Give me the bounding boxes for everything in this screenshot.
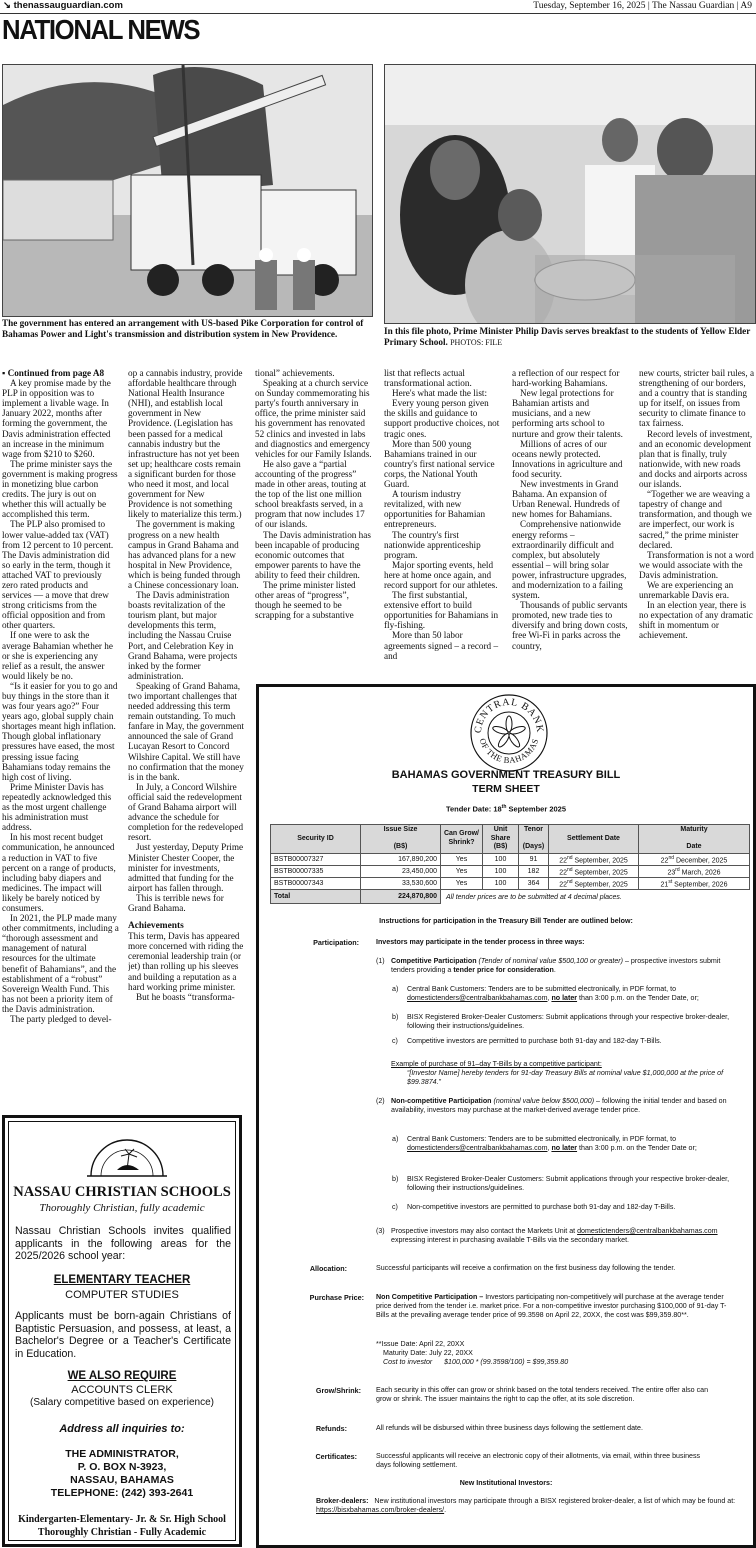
paragraph: The Davis administration has been incapable of producing economic outcomes that empower parents to have the ability to feed their children. — [255, 529, 371, 580]
settle-sup: nd — [566, 854, 573, 861]
p1-title: Competitive Participation — [391, 957, 477, 965]
paragraph: This term, Davis has appeared more concerned with riding the ceremonial leadership train (or jet) than rolling up his sleeves and building a reputation as a hard working prime minister. — [128, 931, 244, 992]
paragraph: If one were to ask the average Bahamian whether he or she is experiencing any relief as a result, the answer would likely be no. — [2, 630, 113, 681]
no-later: no later — [551, 1144, 578, 1152]
total-label: Total — [271, 890, 361, 904]
paragraph: New investments in Grand Bahama. An expansion of Urban Renewal. Hundreds of new homes for Bahamians. — [512, 479, 620, 520]
p3-text — [391, 1227, 736, 1245]
paragraph: The party pledged to devel- — [10, 1014, 112, 1024]
cell-grow: Yes — [441, 865, 483, 877]
central-bank-seal — [469, 693, 549, 773]
photo-credit: PHOTOS: FILE — [450, 337, 503, 347]
mat-day: 21 — [660, 881, 669, 889]
table-row — [271, 878, 750, 890]
instructions-heading: Instructions for participation in the Treasury Bill Tender are outlined below: — [379, 917, 633, 925]
cell-tenor: 182 — [519, 865, 549, 877]
certificates-label: Certificates: — [315, 1452, 357, 1461]
p2-text — [391, 1097, 736, 1115]
p1b-text: BISX Registered Broker-Dealer Customers: Submit applications through your respective broker-dealer, following their instructions/guidelines. — [407, 1013, 730, 1030]
article-col-3 — [255, 368, 372, 683]
paragraph: Prime Minister Davis has repeatedly acknowledged this as the most urgent challenge his administration must address. — [2, 781, 112, 833]
p1b-letter: b) — [392, 1013, 399, 1021]
role2-note: (Salary competitive based on experience) — [30, 1397, 214, 1408]
paragraph: He also gave a “partial accounting of the progress” made in other areas, touting at the top of the list one million school breakfasts served, in a program that now includes 17 of our islands. — [255, 458, 367, 530]
paragraph: Every young person given the skills and guidance to support productive choices, not tragic ones. — [384, 398, 500, 439]
paragraph: The country's first nationwide apprenticeship program. — [384, 529, 481, 560]
email-link[interactable]: domestictenders@centralbankbahamas.com — [577, 1227, 718, 1235]
issue-date: **Issue Date: April 22, 20XX — [376, 1340, 465, 1348]
paragraph: “Together we are weaving a tapestry of change and transformation, and though we are imperfect, our work is sacred,” the prime minister declared. — [639, 489, 752, 550]
paragraph: The government is making progress on a new health campus in Grand Bahama and has advanced plans for a new hospital in New Providence, which is being funded through a Chinese concessionary loan. — [128, 519, 241, 590]
requirements: Applicants must be born-again Christians of Baptistic Persuasion, and possess, at least, a Bachelor's Degree or a Teacher's Certificate in Education. — [15, 1310, 231, 1360]
mat-rest: December, 2025 — [674, 856, 728, 864]
tender-date-sup: th — [501, 804, 507, 810]
svg-text:OF THE BAHAMAS — [478, 737, 541, 765]
cell-id: BSTB00007343 — [271, 878, 361, 890]
broker-text: Broker-dealers: New institutional investors may participate through a BISX registered broker-dealer, a list of which may be found at: https://bisxbahamas.com/broker-dealers/. — [316, 1497, 736, 1514]
cell-settlement — [549, 878, 639, 890]
p2-title: Non-competitive Participation — [391, 1097, 492, 1105]
cell-settlement — [549, 865, 639, 877]
header-sub: (Days) — [522, 843, 545, 850]
school-intro: Nassau Christian Schools invites qualified applicants in the following areas for the 2025/2026 school year: — [15, 1225, 231, 1262]
col-header — [361, 825, 441, 854]
school-tagline: Thoroughly Christian, fully academic — [39, 1202, 205, 1214]
email-link[interactable]: domestictenders@centralbankbahamas.com — [407, 994, 548, 1002]
purchase-bold: Non Competitive Participation – — [376, 1293, 484, 1301]
ad-footer-2: Thoroughly Christian - Fully Academic — [37, 1527, 207, 1538]
p2a-text: Central Bank Customers: Tenders are to be submitted electronically, in PDF format, to domestictenders@centralbankbahamas.com, no later than 3:00 p.m. on the Tender Date or; — [407, 1135, 697, 1152]
paragraph: new courts, stricter bail rules, a strengthening of our borders, and a country that is standing up for itself, on issues from security to climate finance to tax fairness. — [639, 368, 755, 429]
paragraph: The prime minister listed other areas of “progress”, though he seemed to be scrapping for a substantive — [255, 579, 356, 621]
cell-unit: 100 — [483, 878, 519, 890]
p1-num: (1) — [376, 957, 385, 965]
role1-sub: COMPUTER STUDIES — [65, 1289, 179, 1301]
paragraph: “Is it easier for you to go and buy things in the store than it was four years ago?” Four years ago, global supply chain shortages meant high inflation. Though global inflationary pressures have eased, the most pressing issue facing Bahamians today remains the high cost of living. — [2, 680, 118, 782]
subheading-achievements: Achievements — [128, 921, 184, 932]
table-header-row — [271, 825, 750, 854]
paragraph: Speaking of Grand Bahama, two important challenges that needed addressing this term remain outstanding. To much fanfare in May, the government announced the sale of Grand Lucayan Resort to Concord Wilshire Capital. We still have no confirmation that the money is in the bank. — [128, 680, 244, 782]
ad-footer-1: Kindergarten-Elementary- Jr. & Sr. High School — [18, 1514, 226, 1525]
treasury-title: BAHAMAS GOVERNMENT TREASURY BILL — [391, 769, 621, 781]
cell-unit: 100 — [483, 853, 519, 865]
total-note: All tender prices are to be submitted at 4 decimal places. — [446, 893, 622, 901]
telephone: TELEPHONE: (242) 393-2641 — [50, 1487, 194, 1499]
tender-date-label: Tender Date: 18 — [445, 804, 502, 814]
school-name: NASSAU CHRISTIAN SCHOOLS — [13, 1184, 231, 1200]
col-header — [483, 825, 519, 854]
cell-tenor: 91 — [519, 853, 549, 865]
grow-text: Each security in this offer can grow or shrink based on the total tenders received. The entire offer also can grow or shrink. The issuer maintains the right to cap the offer, at its sole discretion. — [376, 1386, 709, 1403]
paragraph: A tourism industry revitalized, with new opportunities for Bahamian entrepreneurs. — [384, 489, 486, 530]
cell-id: BSTB00007327 — [271, 853, 361, 865]
p2b-letter: b) — [392, 1175, 399, 1183]
allocation-text: Successful participants will receive a confirmation on the first business day following the tender. — [376, 1264, 676, 1272]
cell-tenor: 364 — [519, 878, 549, 890]
paragraph: In an election year, there is no expectation of any dramatic shift in momentum or achievement. — [639, 600, 753, 641]
p2a-pre: Central Bank Customers: Tenders are to be submitted electronically, in PDF format, to — [407, 1135, 677, 1143]
cell-grow: Yes — [441, 878, 483, 890]
cell-unit: 100 — [483, 865, 519, 877]
top-bar — [0, 0, 756, 14]
settle-rest: September, 2025 — [572, 881, 628, 889]
settle-rest: September, 2025 — [572, 856, 628, 864]
site-link[interactable]: thenassauguardian.com — [13, 0, 123, 11]
photo-school-breakfast — [384, 64, 756, 324]
article-col-1 — [2, 368, 119, 1098]
address-heading: Address all inquiries to: — [59, 1423, 185, 1435]
school-ad — [2, 1115, 242, 1547]
broker-label: Broker-dealers: — [316, 1497, 369, 1505]
paragraph: A key promise made by the PLP in opposition was to implement a livable wage. In January 2022, months after forming the government, the Davis administration effected an increase in the minimum wage from $210 to $260. — [2, 378, 111, 459]
paragraph: Millions of acres of our oceans newly protected. Innovations in agriculture and food security. — [512, 438, 623, 479]
dateline: Tuesday, September 16, 2025 | The Nassau Guardian | A9 — [533, 1, 752, 11]
p2b-text: BISX Registered Broker-Dealer Customers: Submit applications through your respective broker-dealer, following their instructions/guidelines. — [407, 1175, 730, 1192]
settle-day: 22 — [559, 881, 567, 889]
cell-maturity — [639, 853, 750, 865]
header-text: Can Grow/ Shrink? — [443, 830, 479, 846]
mat-day: 22 — [660, 856, 669, 864]
photo1-caption: The government has entered an arrangement with US-based Pike Corporation for control of Bahamas Power and Light's transmission and distribution system in New Providence. — [2, 318, 364, 339]
photo2-caption-text: In this file photo, Prime Minister Philip Davis serves breakfast to the students of Yellow Elder Primary School. — [384, 326, 751, 347]
col-header — [519, 825, 549, 854]
paragraph: Just yesterday, Deputy Prime Minister Chester Cooper, the minister for investments, admitted that funding for the airport has fallen through. — [128, 842, 244, 893]
paragraph: Thousands of public servants promoted, new trade ties to diversify and bring down costs, free Wi-Fi in parks across the country, — [512, 600, 628, 651]
mat-sup: nd — [668, 854, 675, 861]
mat-sup: st — [668, 879, 673, 886]
settle-sup: nd — [566, 879, 573, 886]
table-row — [271, 853, 750, 865]
p2a-letter: a) — [392, 1135, 399, 1143]
header-sub: Date — [686, 843, 702, 850]
continued-from[interactable]: ▪ Continued from page A8 — [2, 368, 105, 378]
article-col-4 — [384, 368, 501, 683]
cell-size: 33,530,600 — [361, 878, 441, 890]
site-url[interactable]: ↘ thenassauguardian.com — [3, 0, 123, 11]
participation-intro: Investors may participate in the tender process in three ways: — [376, 938, 585, 946]
header-text: Issue Size — [383, 826, 418, 833]
p1a-pre: Central Bank Customers: Tenders are to be submitted electronically, in PDF format, to — [407, 985, 677, 993]
paragraph: Comprehensive nationwide energy reforms – extraordinarily difficult and complex, but absolutely essential – will bring solar power, infrastructure upgrades, and modernization to a failing system. — [512, 519, 627, 601]
p3-num: (3) — [376, 1227, 385, 1235]
paragraph: We are experiencing an unremarkable Davis era. — [639, 579, 734, 601]
seal-bottom-text: OF THE BAHAMAS — [477, 736, 541, 766]
p1-rest: – prospective investors submit tenders providing a — [391, 957, 721, 974]
p2-rest: – following the initial tender and based on availability, investors may purchase at the market-derived average tender price. — [391, 1097, 727, 1114]
paragraph: More than 50 labor agreements signed – a record – and — [384, 630, 499, 661]
table-row — [271, 865, 750, 877]
cell-settlement — [549, 853, 639, 865]
paragraph: list that reflects actual transformational action. — [384, 368, 472, 389]
purchase-label: Purchase Price: — [309, 1293, 364, 1302]
paragraph: This is terrible news for Grand Bahama. — [128, 892, 224, 913]
certificates-text: Successful applicants will receive an electronic copy of their allotments, via email, within three business days following settlement. — [376, 1452, 701, 1469]
p2c-letter: c) — [392, 1203, 398, 1211]
header-sub: (B$) — [393, 843, 408, 850]
photo2-caption — [384, 326, 756, 348]
cell-size: 167,890,200 — [361, 853, 441, 865]
paragraph: Major sporting events, held here at home once again, and record support for our athletes. — [384, 559, 498, 590]
p1-text: Competitive Participation (Tender of nominal value $500,100 or greater) – prospective investors submit tenders providing a tender price for consideration. — [391, 957, 721, 974]
settle-day: 22 — [559, 856, 567, 864]
refunds-label: Refunds: — [315, 1424, 347, 1433]
cost-line: Cost to investor $100,000 * (99.3598/100) = $99,359.80 — [383, 1358, 569, 1366]
broker-body: New institutional investors may participate through a BISX registered broker-dealer, a list of which may be found at: — [374, 1497, 736, 1505]
paragraph: In his most recent budget communication, he announced a reduction in VAT to five percent on a range of products, including baby diapers and medicines. The impact will likely be barely noticed by consumers. — [2, 832, 116, 913]
continued-link[interactable]: Continued from page A8 — [7, 368, 105, 378]
col-header — [441, 825, 483, 854]
p1a-letter: a) — [392, 985, 399, 993]
address-line-1: THE ADMINISTRATOR, — [65, 1448, 179, 1460]
photo-utility-truck — [2, 64, 373, 317]
maturity-date: Maturity Date: July 22, 20XX — [383, 1349, 473, 1357]
tender-date-rest: September 2025 — [506, 804, 567, 814]
new-institutional: New Institutional Investors: — [459, 1479, 553, 1487]
role2: ACCOUNTS CLERK — [71, 1384, 173, 1396]
p1c-text: Competitive investors are permitted to purchase both 91-day and 182-day T-Bills. — [407, 1037, 662, 1045]
cell-size: 23,450,000 — [361, 865, 441, 877]
col-header — [271, 825, 361, 854]
paragraph: a reflection of our respect for hard-working Bahamians. — [512, 368, 620, 389]
settle-day: 22 — [559, 869, 567, 877]
p3-pre: Prospective investors may also contact the Markets Unit at — [391, 1227, 578, 1235]
settle-sup: nd — [566, 866, 573, 873]
school-ad-inner — [8, 1121, 236, 1541]
cell-maturity — [639, 865, 750, 877]
paragraph: The prime minister says the government is making progress in monetizing blue carbon credits. The jury is out on whether this will actually be accomplished this term. — [2, 458, 118, 520]
article-col-6 — [639, 368, 756, 683]
article-col-2 — [128, 368, 245, 1098]
paragraph: Speaking at a church service on Sunday commemorating his party's fourth anniversary in office, the prime minister said his government has renovated 52 clinics and invested in labs and diagnostics and emergency vehicles for our Family Islands. — [255, 378, 372, 459]
paragraph: tional” achievements. — [255, 368, 335, 378]
p1-italic: (Tender of nominal value $500,100 or greater) — [478, 957, 623, 965]
col-header — [639, 825, 750, 854]
also-require: WE ALSO REQUIRE — [67, 1370, 177, 1382]
email-link[interactable]: domestictenders@centralbankbahamas.com — [407, 1144, 548, 1152]
p2-num: (2) — [376, 1097, 385, 1105]
participation-label: Participation: — [313, 938, 359, 947]
header-sub: (B$) — [493, 843, 508, 850]
mat-rest: September, 2026 — [672, 881, 728, 889]
p1-bold: tender price for consideration — [453, 966, 554, 974]
cell-maturity — [639, 878, 750, 890]
total-row — [271, 890, 750, 904]
address-line-3: NASSAU, BAHAMAS — [70, 1474, 174, 1486]
paragraph: op a cannabis industry, provide affordable healthcare through National Health Insurance (NHI), and establish local government in New Providence. (Legislation has been passed for a medical cannabis industry but the infrastructure has not yet been set up; healthcare costs remain a significant burden for those who need it most, and local government for New Providence is not something likely to materialize this term.) — [128, 368, 243, 520]
p1a-text: Central Bank Customers: Tenders are to be submitted electronically, in PDF format, to domestictenders@centralbankbahamas.com, no later than 3:00 p.m. on the Tender Date, or; — [407, 985, 699, 1002]
paragraph: In July, a Concord Wilshire official said the redevelopment of Grand Bahama airport will advance the schedule for completion for the redeveloped resort. — [128, 781, 244, 843]
cell-id: BSTB00007335 — [271, 865, 361, 877]
role1: ELEMENTARY TEACHER — [53, 1274, 191, 1286]
example-heading: Example of purchase of 91–day T-Bills by a competitive participant: — [391, 1060, 602, 1068]
grow-label: Grow/Shrink: — [315, 1386, 361, 1395]
svg-text:CENTRAL BANK — [473, 697, 545, 734]
no-later: no later — [551, 994, 578, 1002]
purchase-text — [376, 1293, 736, 1320]
header-text: Tenor — [524, 826, 543, 833]
p1c-letter: c) — [392, 1037, 398, 1045]
treasury-table — [270, 824, 750, 904]
paragraph: Record levels of investment, and an economic development plan that is finally, truly nationwide, with new roads and docks and airports across our islands. — [639, 428, 753, 490]
mat-rest: March, 2026 — [679, 869, 721, 877]
header-text: Settlement Date — [567, 834, 620, 842]
paragraph: In 2021, the PLP made many other commitments, including a “thorough assessment and management of natural resources for the ultimate benefit of Bahamians”, and the establishment of a “robust” Sovereign Wealth Fund. This has not been a priority item of the Davis administration. — [2, 913, 119, 1014]
school-logo — [87, 1130, 167, 1180]
header-text: Unit Share — [490, 826, 511, 842]
cell-grow: Yes — [441, 853, 483, 865]
p2c-text: Non-competitive investors are permitted to purchase both 91-day and 182-day T-Bills. — [407, 1203, 676, 1211]
example-text: “[Investor Name] hereby tenders for 91-day Treasury Bills at nominal value $1,000,000 at the price of $99.3874.” — [407, 1069, 724, 1086]
paragraph: Transformation is not a word we would associate with the Davis administration. — [639, 549, 754, 580]
purchase-rest: Investors participating non-competitively will purchase at the average tender price derived from the tender i.e. market price. For a non-competitive investor purchasing $100,000 of 91-day T-Bills at the prevailing average tender price of 99.3598 on April 22, 20XX, the cost was $99,359.80**. — [376, 1293, 727, 1319]
article-col-5 — [512, 368, 629, 683]
header-text: Security ID — [297, 834, 334, 842]
seal-top-text: CENTRAL BANK — [472, 696, 546, 734]
treasury-subtitle: TERM SHEET — [472, 783, 540, 795]
paragraph: More than 500 young Bahamians trained in our country's first national service corps, the National Youth Guard. — [384, 438, 495, 490]
mat-day: 23 — [667, 869, 676, 877]
paragraph: The PLP also promised to lower value-added tax (VAT) from 12 percent to 10 percent. The Davis administration did so early in the term, though it attached VAT to previously zero rated products and services — a move that drew strong criticisms from the official opposition and from other quarters. — [2, 519, 114, 631]
p3-post: expressing interest in purchasing available T-Bills via the secondary market. — [391, 1236, 630, 1244]
tender-date — [259, 804, 753, 814]
total-value: 224,870,800 — [361, 890, 441, 904]
paragraph: The Davis administration boasts revitalization of the tourism plant, but major developments this term, including the Nassau Cruise Port, and Celebration Key in Grand Bahama, were projects inked by the former administration. — [128, 590, 238, 681]
broker-link[interactable]: https://bisxbahamas.com/broker-dealers/ — [316, 1506, 445, 1514]
p2-italic: (nominal value below $500,000) — [493, 1097, 595, 1105]
section-title: NATIONAL NEWS — [2, 14, 200, 45]
p1a-post: than 3:00 p.m. on the Tender Date, or; — [577, 994, 699, 1002]
address-line-2: P. O. BOX N-3923, — [77, 1461, 167, 1473]
refunds-text: All refunds will be disbursed within three business days following the settlement date. — [376, 1424, 643, 1432]
paragraph: The first substantial, extensive effort to build opportunities for Bahamians in fly-fishing. — [384, 590, 499, 631]
allocation-label: Allocation: — [309, 1264, 347, 1273]
mat-sup: rd — [675, 866, 680, 873]
treasury-bill-notice — [256, 684, 756, 1548]
header-text: Maturity — [680, 826, 708, 833]
p2a-post: than 3:00 p.m. on the Tender Date or; — [577, 1144, 697, 1152]
col-header — [549, 825, 639, 854]
settle-rest: September, 2025 — [572, 869, 628, 877]
paragraph: Here's what made the list: — [392, 388, 488, 399]
paragraph: But he boasts “transforma- — [136, 991, 235, 1002]
paragraph: New legal protections for Bahamian artists and musicians, and a new performing arts school to nurture and grow their talents. — [512, 388, 623, 439]
